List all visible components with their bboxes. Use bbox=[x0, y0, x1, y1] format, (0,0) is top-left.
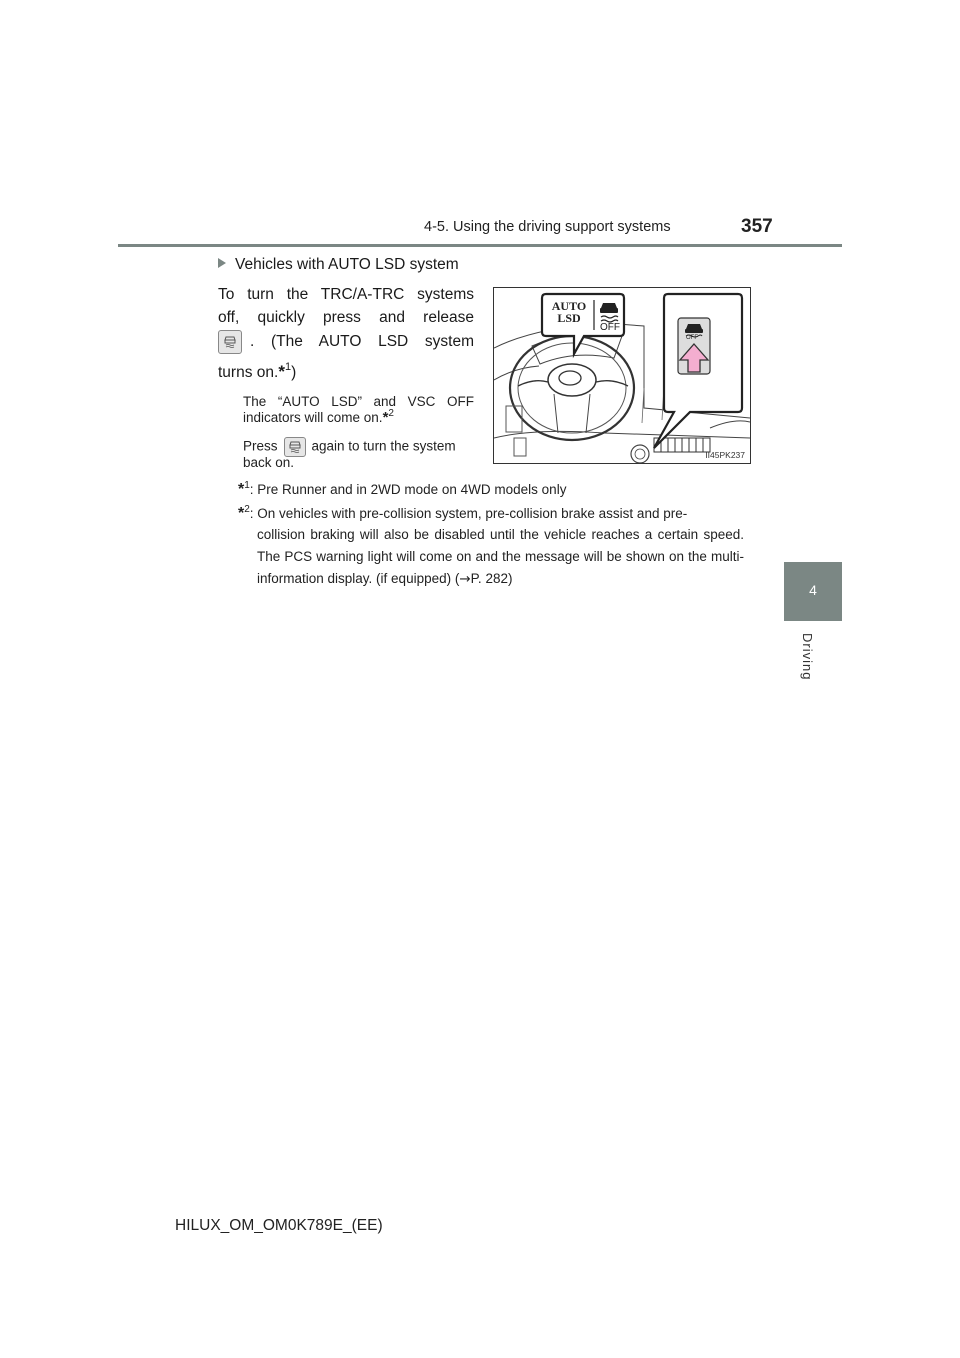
vsc-off-switch-icon bbox=[218, 330, 242, 354]
manual-id: HILUX_OM_OM0K789E_(EE) bbox=[175, 1217, 383, 1234]
paragraph-line bbox=[218, 330, 474, 354]
dashboard-drawing bbox=[494, 288, 750, 463]
chapter-tab bbox=[784, 562, 842, 621]
arrow-reference-icon: → bbox=[459, 571, 471, 587]
footnote-number: 1 bbox=[244, 480, 250, 491]
footnote-2 bbox=[238, 500, 744, 590]
note-text: indicators will come on. bbox=[243, 410, 383, 425]
chapter-number: 4 bbox=[809, 582, 817, 598]
footnote-text: collision braking will also be disabled until the vehicle reaches a certain speed. The PCS warning light will come on and the message will be shown on the multi-information display. (if equipped) ( bbox=[257, 527, 744, 586]
paragraph-text: ) bbox=[291, 364, 297, 381]
section-title: 4-5. Using the driving support systems bbox=[424, 219, 671, 235]
chapter-label: Driving bbox=[800, 633, 815, 681]
note-text: Press bbox=[243, 438, 278, 454]
footnote-marker: * bbox=[238, 481, 245, 498]
footnote-marker: * bbox=[278, 362, 285, 381]
footnote-number: 2 bbox=[244, 504, 250, 515]
switch-label-line: AUTO bbox=[551, 299, 587, 313]
paragraph-line: off, quickly press and release bbox=[218, 309, 474, 326]
paragraph-line bbox=[218, 361, 474, 382]
paragraph-line: To turn the TRC/A-TRC systems bbox=[218, 286, 474, 303]
page-number: 357 bbox=[741, 216, 773, 237]
button-off-label: OFF bbox=[686, 335, 698, 341]
switch-label-line: LSD bbox=[557, 311, 581, 325]
footnote-number: 2 bbox=[388, 408, 394, 419]
footnote-text: : Pre Runner and in 2WD mode on 4WD models only bbox=[249, 482, 567, 497]
paragraph-text: turns on. bbox=[218, 364, 279, 381]
footnote-1 bbox=[238, 476, 566, 500]
page-reference-link[interactable]: P. 282) bbox=[470, 571, 513, 586]
figure-id: II45PK237 bbox=[705, 450, 745, 460]
note-line bbox=[243, 437, 456, 457]
footnote-marker: * bbox=[382, 409, 389, 426]
footnote-continuation bbox=[238, 524, 744, 590]
footnote-marker: * bbox=[238, 505, 245, 522]
heading-text: Vehicles with AUTO LSD system bbox=[235, 256, 459, 273]
auto-lsd-switch-illustration bbox=[493, 287, 751, 464]
header-divider bbox=[118, 244, 842, 247]
note-line bbox=[243, 406, 394, 425]
footnote-text: : On vehicles with pre-collision system, pre-collision brake assist and pre- bbox=[249, 506, 688, 521]
note-line: back on. bbox=[243, 455, 295, 470]
note-text: again to turn the system bbox=[311, 438, 456, 454]
auto-lsd-switch-label bbox=[546, 300, 592, 324]
note-line: The “AUTO LSD” and VSC OFF bbox=[243, 394, 474, 409]
vsc-off-label: OFF bbox=[600, 322, 620, 333]
footnote-number: 1 bbox=[284, 361, 292, 373]
vsc-off-switch-icon bbox=[284, 437, 306, 457]
paragraph-text: . (The AUTO LSD system bbox=[250, 333, 474, 351]
triangle-bullet-icon bbox=[218, 258, 226, 268]
section-heading bbox=[218, 256, 459, 274]
